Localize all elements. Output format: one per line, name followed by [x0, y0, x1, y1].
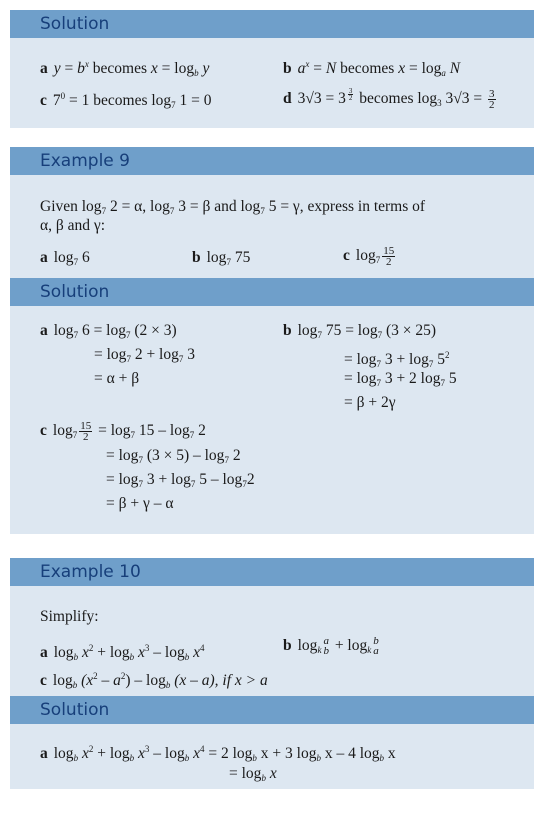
example-10-solution-a-2: = $\log_b x$ [229, 765, 277, 783]
example-9-solution-c-4: = β + γ – α [106, 495, 174, 512]
header-text: Example 9 [40, 151, 130, 171]
solution-1-line-b: b $a^x = N$ becomes $x = \log_a N$ [283, 59, 461, 78]
solution-header-1 [10, 10, 534, 38]
example-10-solution-a-1: a $\log_b x^2 + \log_b x^3 - \log_b x^4 = 2$ $\log_b x + 3$ $\log_b x - 4$ $\log_b x$ [40, 744, 396, 763]
example-10-question-b: b $\log_k$ a b + $\log_k$ b a [283, 635, 379, 658]
example-10-question-c: c $\log_b (x^2 - a^2) - \log_b (x - a)$, if x > a [40, 671, 268, 690]
example-9-question-b: b $\log_7 75$ [192, 249, 251, 267]
fraction: b a [373, 635, 379, 658]
example-10-header [10, 558, 534, 586]
header-text: Solution [40, 700, 110, 720]
header-text: Example 10 [40, 562, 141, 582]
fraction: a b [323, 635, 329, 658]
example-9-solution-a-2: = $\log_7 2 + \log_7 3$ [94, 346, 195, 364]
example-9-solution-b-4: = β + 2γ [344, 394, 396, 411]
example-9-given-line-2: α, β and γ: [40, 217, 106, 234]
example-9-solution-b-3: = $\log_7 3 + 2$ $\log_7 5$ [344, 370, 457, 388]
header-text: Solution [40, 282, 110, 302]
example-9-solution-b-2: = $\log_7 3 + \log_7 5^2$ [344, 350, 450, 369]
example-9-solution-a-1: a $\log_7 6 = \log_7 (2 \times 3)$ [40, 322, 177, 340]
fraction: $\frac{15}{2}$ [80, 420, 92, 443]
example-9-solution-b-1: b $\log_7 75 = \log_7 (3 \times 25)$ [283, 322, 437, 340]
example-10-solution-header [10, 696, 534, 724]
example-9-solution-a-3: = α + β [94, 370, 140, 387]
solution-1-line-a: a $y = b^x$ becomes $x = \log_b y$ [40, 59, 210, 78]
example-9-question-a: a $\log_7 6$ [40, 249, 90, 267]
example-9-header [10, 147, 534, 175]
example-9-solution-c-1: c $\log_7$ $\frac{15}{2}$ = $\log_7 15 - \log_7 2$ [40, 420, 206, 443]
fraction: $\frac{15}{2}$ [383, 245, 395, 268]
header-text: Solution [40, 14, 110, 34]
example-9-solution-c-3: = $\log_7 3 + \log_7 5 - \log_72$ [106, 471, 255, 489]
example-10-question-a: a $\log_b x^2 + \log_b x^3 - \log_b x^4$ [40, 643, 205, 662]
example-9-given-line-1: Given $\log_7 2 = \alpha$, $\log_7 3 = \beta$ and $\log_7 5 = \gamma$, express in terms of [40, 198, 426, 216]
fraction: $\frac{3}{2}$ [489, 87, 495, 111]
example-9-solution-header [10, 278, 534, 306]
solution-1-line-c: c $7^0 = 1$ becomes $\log_7 1 = 0$ [40, 91, 212, 110]
example-10-simplify: Simplify: [40, 608, 99, 625]
example-9-solution-c-2: = $\log_7 (3 \times 5) - \log_7 2$ [106, 447, 241, 465]
solution-1-line-d: d 3√3 = 3 $^{\frac{3}{2}}$ becomes $\log_3 3√3$ = $\frac{3}{2}$ [283, 87, 495, 111]
example-9-question-c: c $\log_7$ $\frac{15}{2}$ [343, 245, 395, 268]
